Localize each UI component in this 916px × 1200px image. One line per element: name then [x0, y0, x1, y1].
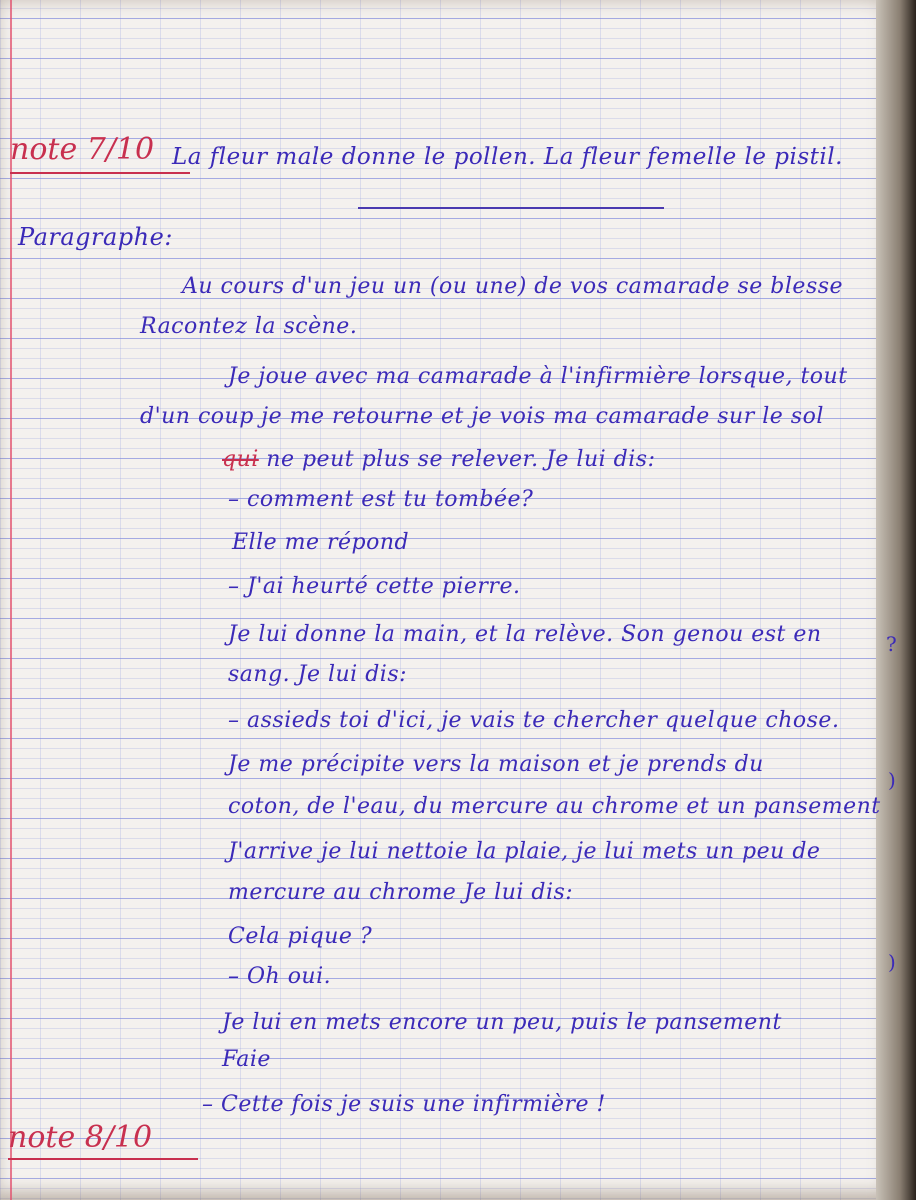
- margin-mark: ?: [886, 632, 897, 656]
- text-line-corrected: [222, 445, 655, 475]
- text-line: – comment est tu tombée?: [228, 487, 534, 512]
- answer-line: La fleur male donne le pollen. La fleur femelle le pistil.: [172, 144, 843, 170]
- text-line: – Oh oui.: [228, 964, 332, 989]
- text-line: d'un coup je me retourne et je vois ma camarade sur le sol: [140, 404, 824, 429]
- text-line: coton, de l'eau, du mercure au chrome et un pansement: [228, 794, 881, 819]
- text-line: Cela pique ?: [228, 924, 373, 949]
- grade-bottom-underline: [8, 1158, 198, 1160]
- grade-top: note 7/10: [10, 132, 155, 167]
- text-line: Elle me répond: [232, 530, 410, 555]
- text-line: – J'ai heurté cette pierre.: [228, 574, 521, 599]
- section-heading: Paragraphe:: [18, 223, 173, 251]
- corrected-word: qui: [222, 447, 259, 472]
- text-fragment: ne peut: [258, 447, 355, 472]
- margin-line: [10, 0, 12, 1200]
- text-line: J'arrive je lui nettoie la plaie, je lui mets un peu de: [228, 839, 821, 864]
- grade-top-underline: [10, 172, 190, 174]
- text-line: – Cette fois je suis une infirmière !: [202, 1092, 606, 1117]
- text-line: Faie: [222, 1047, 271, 1072]
- margin-mark: ): [888, 950, 896, 974]
- text-line: mercure au chrome Je lui dis:: [228, 880, 574, 905]
- text-line: sang. Je lui dis:: [228, 662, 408, 687]
- text-line: Je me précipite vers la maison et je prends du: [228, 752, 764, 777]
- text-line: Je joue avec ma camarade à l'infirmière lorsque, tout: [228, 364, 848, 389]
- grade-bottom: note 8/10: [8, 1120, 153, 1155]
- text-line: Je lui en mets encore un peu, puis le pansement: [222, 1010, 782, 1035]
- separator-line: [358, 207, 664, 209]
- text-line: Au cours d'un jeu un (ou une) de vos camarade se blesse: [182, 274, 844, 299]
- margin-mark: ): [888, 768, 896, 792]
- page-edge: [876, 0, 916, 1200]
- text-fragment: plus se relever. Je lui dis:: [354, 447, 656, 472]
- text-line: – assieds toi d'ici, je vais te chercher quelque chose.: [228, 708, 840, 733]
- text-line: Je lui donne la main, et la relève. Son genou est en: [228, 622, 822, 647]
- text-line: Racontez la scène.: [140, 314, 358, 339]
